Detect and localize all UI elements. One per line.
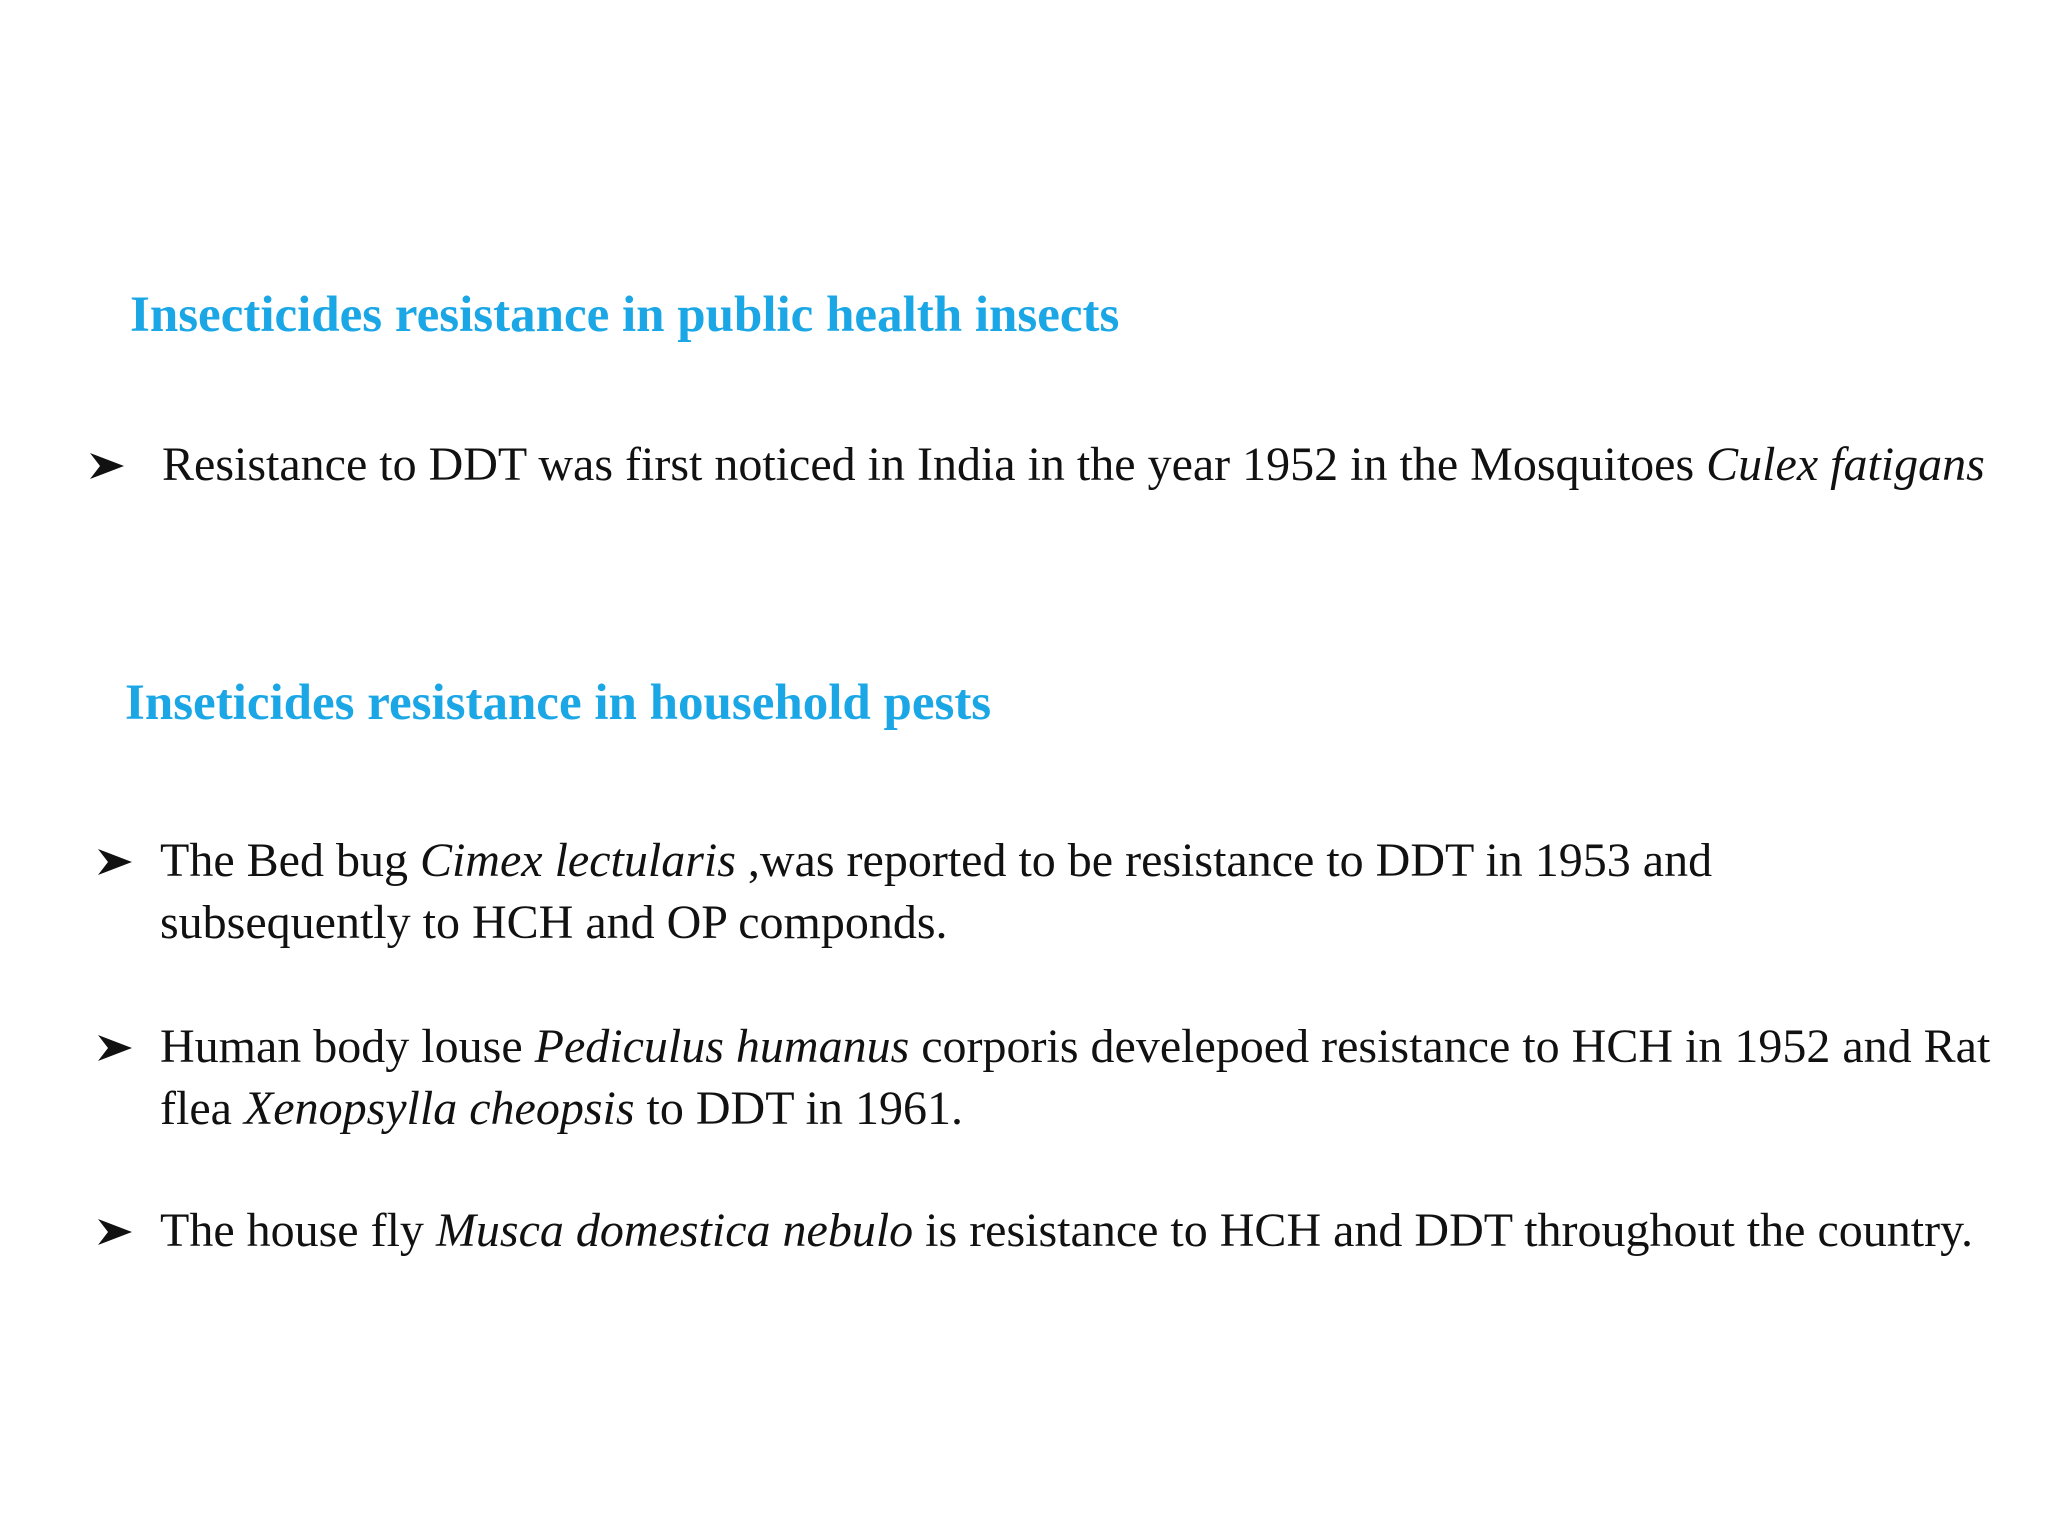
- bullet-item: [88, 434, 1988, 564]
- species-name: Xenopsylla cheopsis: [243, 1082, 635, 1135]
- bullet-item: [96, 1016, 2016, 1146]
- species-name: Culex fatigans: [1706, 438, 1985, 491]
- bullet-text-segment: The Bed bug: [160, 834, 420, 887]
- arrowhead-bullet-icon: [96, 1200, 136, 1262]
- species-name: Musca domestica nebulo: [435, 1204, 914, 1257]
- section-heading-public-health: Insecticides resistance in public health insects: [130, 287, 1120, 343]
- bullet-text: [162, 434, 2042, 496]
- species-name: Pediculus humanus: [534, 1020, 910, 1073]
- arrowhead-bullet-icon: [96, 1016, 136, 1078]
- section-heading-household-pests: Inseticides resistance in household pests: [125, 675, 992, 731]
- bullet-text: [160, 830, 1920, 954]
- bullet-text-segment: is resistance to HCH and DDT throughout the country.: [913, 1204, 1973, 1257]
- bullet-item: [96, 1200, 1996, 1330]
- bullet-text: [160, 1016, 2040, 1140]
- bullet-text-segment: Human body louse: [160, 1020, 535, 1073]
- arrowhead-bullet-icon: [96, 830, 136, 892]
- bullet-text-segment: corporis develepoed resistance to HCH in 1952 and Rat flea: [160, 1020, 1991, 1135]
- arrowhead-bullet-icon: [88, 434, 128, 496]
- bullet-text-segment: The house fly: [160, 1204, 436, 1257]
- bullet-text-segment: Resistance to DDT was first noticed in India in the year 1952 in the Mosquitoes: [162, 438, 1707, 491]
- bullet-text-segment: to DDT in 1961.: [634, 1082, 963, 1135]
- bullet-text-segment: ,was reported to be resistance to DDT in 1953 and subsequently to HCH and OP componds.: [160, 834, 1713, 949]
- bullet-item: [96, 830, 1996, 960]
- species-name: Cimex lectularis: [419, 834, 736, 887]
- bullet-text: [160, 1200, 2010, 1262]
